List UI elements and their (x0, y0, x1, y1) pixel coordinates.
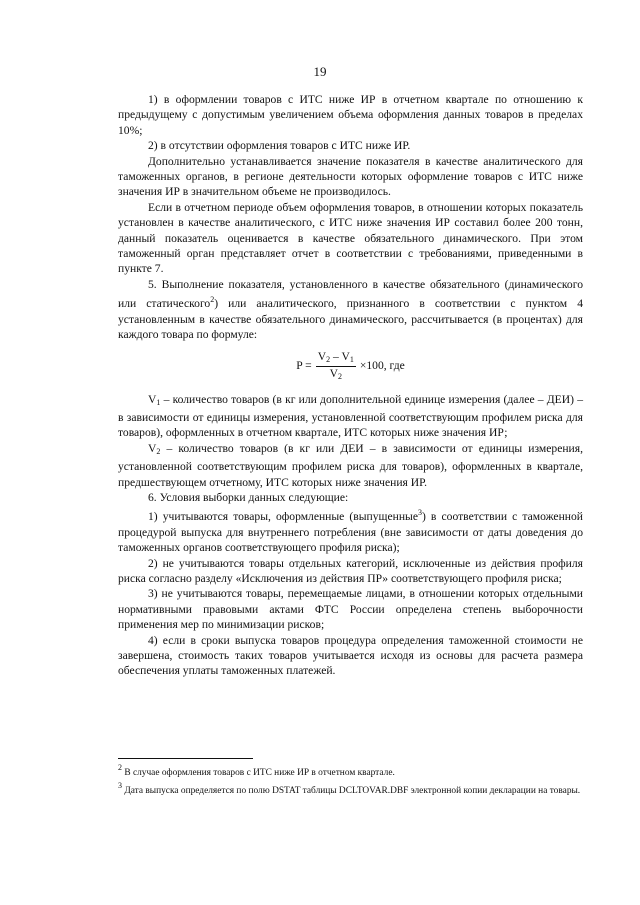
paragraph: 3) не учитываются товары, перемещаемые лицами, в отношении которых отдельными нормативными правовыми актами ФТС России определена степень выборочности применения мер по минимизации рисков; (118, 587, 583, 632)
footnote-ref-3: 3 (417, 508, 422, 518)
page-number: 19 (313, 64, 327, 79)
paragraph: 2) не учитываются товары отдельных категорий, исключенные из действия профиля риска согласно разделу «Исключения из действия ПР» соответствующего профиля риска; (118, 556, 583, 585)
minus-sign: – (330, 349, 342, 363)
definition-v1 (118, 392, 583, 441)
footnote-text: В случае оформления товаров с ИТС ниже ИР в отчетном квартале. (124, 768, 395, 778)
subscript: 2 (156, 446, 161, 456)
paragraph-text: 5. Выполнение показателя, установленного в качестве обязательного (динамического или статического (118, 277, 583, 311)
var-v: V (329, 366, 338, 380)
var-v: V (148, 441, 157, 455)
var-v: V (148, 392, 157, 406)
formula-fraction (316, 350, 356, 383)
document-body (118, 92, 583, 679)
paragraph-text: ) в соответствии с таможенной процедурой выпуска для внутреннего потребления (вне зависимости от даты доведения до таможенных органов соответствующего профиля риска); (118, 510, 583, 555)
footnote-number: 2 (118, 763, 122, 772)
var-v: V (317, 349, 327, 363)
paragraph: 2) в отсутствии оформления товаров с ИТС ниже ИР. (148, 139, 411, 153)
paragraph: Дополнительно устанавливается значение показателя в качестве аналитического для таможенных органов, в регионе деятельности которых оформление товаров с ИТС ниже значения ИР в значительном объеме не производилось. (118, 154, 583, 199)
definition-text: – количество товаров (в кг или ДЕИ – в зависимости от единицы измерения, установленной соответствующим профилем риска для товаров), оформленных в квартале, предшествующем отчетному, ИТС которых ниже значения ИР. (118, 441, 583, 489)
formula-numerator (316, 350, 356, 367)
paragraph: 4) если в сроки выпуска товаров процедура определения таможенной стоимости не завершена, стоимость таких товаров учитывается исходя из основы для расчета размера обеспечения уплаты таможенных платежей. (118, 633, 583, 678)
paragraph (118, 505, 583, 555)
formula-denominator (328, 367, 344, 383)
footnote-2 (118, 762, 583, 780)
paragraph-text: 1) учитываются товары, оформленные (выпущенные (148, 510, 418, 524)
subscript: 1 (156, 397, 161, 407)
footnote-3 (118, 780, 583, 798)
formula-tail: ×100, где (359, 359, 405, 373)
subscript: 2 (337, 371, 342, 381)
footnote-text: Дата выпуска определяется по полю DSTAT таблицы DCLTOVAR.DBF электронной копии декларации на товары. (124, 785, 581, 796)
definition-text: – количество товаров (в кг или дополнительной единице измерения (далее – ДЕИ) – в зависимости от единицы измерения, установленной соответствующим профилем риска для товаров), оформленных в отчетном квартале, ИТС которых ниже значения ИР; (118, 392, 583, 440)
footnotes (118, 762, 583, 797)
subscript: 2 (326, 354, 331, 364)
paragraph (118, 277, 583, 343)
subscript: 1 (349, 354, 354, 364)
paragraph-text: ) или аналитического, признанного в соответствии с пунктом 4 установленным в качестве обязательного динамического, рассчитывается (в процентах) для каждого товара по формуле: (118, 297, 583, 342)
paragraph: 1) в оформлении товаров с ИТС ниже ИР в отчетном квартале по отношению к предыдущему с допустимым увеличением объема оформления данных товаров в пределах 10%; (118, 93, 583, 137)
footnote-divider (118, 758, 253, 759)
paragraph: Если в отчетном периоде объем оформления товаров, в отношении которых показатель установлен в качестве аналитического, с ИТС ниже значения ИР составил более 200 тонн, данный показатель оценивается в качестве обязательного динамического. При этом таможенный орган представляет отчет в соответствии с требованиями, приведенными в пункте 7. (118, 200, 583, 276)
var-v: V (341, 349, 350, 363)
formula (118, 350, 583, 383)
definition-v2 (118, 441, 583, 490)
paragraph: 6. Условия выборки данных следующие: (148, 490, 349, 504)
footnote-ref-2: 2 (210, 295, 215, 305)
formula-lhs: P = (296, 359, 312, 373)
footnote-number: 3 (118, 780, 122, 790)
